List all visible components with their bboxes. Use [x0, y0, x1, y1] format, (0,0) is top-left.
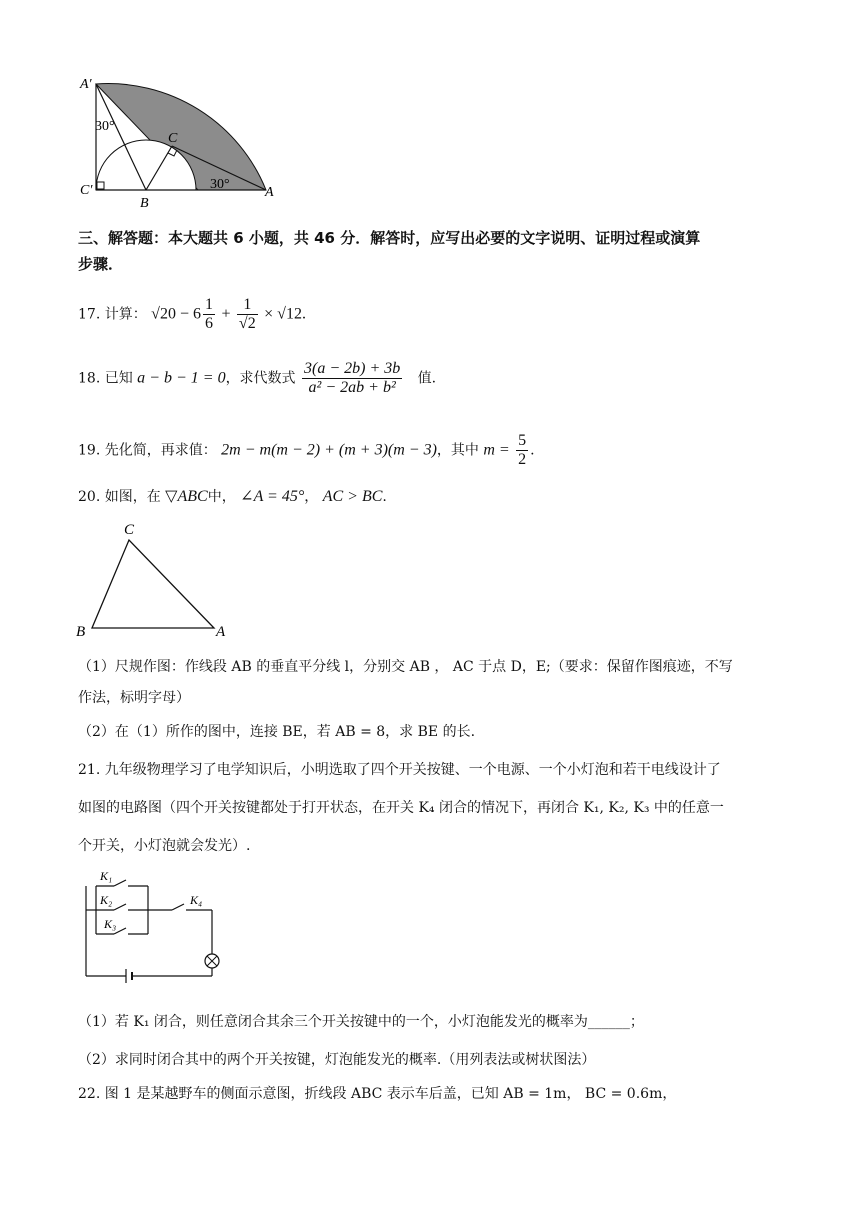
q21-part1: （1）若 K₁ 闭合，则任意闭合其余三个开关按键中的一个，小灯泡能发光的概率为______；: [78, 1014, 644, 1030]
q18-fraction: $\frac{3(a - 2b) + 3b}{\text{a² − 2ab + b²}}$: [304, 360, 401, 396]
switch-K4: [172, 904, 184, 910]
figure-sector: [78, 70, 278, 210]
label-K3: K₃: [104, 917, 117, 931]
q18-suffix: 值.: [417, 370, 437, 387]
tri-label-A: A: [216, 624, 226, 640]
q21-line1: [78, 760, 721, 780]
q19-fraction: $\frac{5}{2}$: [518, 432, 527, 468]
q20-part2: （2）在（1）所作的图中，连接 BE，若 AB = 8，求 BE 的长.: [78, 724, 476, 740]
q20-number: 20.: [78, 489, 101, 505]
q20-prefix: 如图，在: [104, 489, 161, 505]
label-K2: K₂: [100, 893, 113, 907]
q19-var: m =: [483, 441, 510, 459]
section-heading-line1: 三、解答题：本大题共 6 小题，共 46 分．解答时，应写出必要的文字说明、证明过程或演算: [78, 229, 701, 247]
tri-label-B: B: [76, 624, 86, 640]
figure-sector-svg: [78, 70, 278, 210]
label-C: C: [168, 131, 178, 146]
q17-expr-b: × √12.: [264, 305, 306, 323]
q19-prefix: 先化简，再求值：: [104, 442, 217, 459]
switch-K1: [114, 880, 126, 886]
q21-line3: 个开关，小灯泡就会发光）.: [78, 838, 251, 854]
q22-number: 22.: [78, 1086, 101, 1102]
q19-expr: 2m − m(m − 2) + (m + 3)(m − 3): [221, 441, 437, 459]
q17-expr-a: √20 − 6: [151, 305, 201, 323]
q21-line2: 如图的电路图（四个开关按键都处于打开状态，在开关 K₄ 闭合的情况下，再闭合 K₁, K₂, K₃ 中的任意一: [78, 800, 724, 816]
figure-triangle: [72, 518, 242, 643]
q20-mid: 中，: [207, 489, 236, 505]
question-19: [78, 432, 535, 469]
q21-text1: 九年级物理学习了电学知识后，小明选取了四个开关按键、一个电源、一个小灯泡和若干电线设计了: [104, 762, 721, 778]
q18-number: 18.: [78, 370, 101, 387]
q19-mid: ，其中: [436, 442, 479, 459]
section-heading-line2: 步骤．: [78, 255, 124, 273]
label-A: A: [265, 185, 274, 200]
q20-sep: ，: [304, 489, 319, 505]
circuit-svg: [80, 868, 230, 988]
label-A': A′: [80, 77, 92, 92]
label-K4: K₄: [190, 893, 203, 907]
label-30-top: 30°: [95, 119, 115, 134]
triangle-svg: [72, 518, 242, 643]
triangle-ABC: [92, 540, 214, 628]
q19-number: 19.: [78, 442, 101, 459]
tri-label-C: C: [124, 522, 135, 538]
q20-tri: ▽ABC: [165, 488, 208, 505]
label-K1: K₁: [100, 869, 113, 883]
q18-cond: a − b − 1 = 0: [137, 369, 226, 387]
q18-prefix: 已知: [104, 370, 133, 387]
label-B: B: [140, 196, 149, 210]
q17-prefix: 计算：: [104, 306, 147, 323]
figure-circuit: [80, 868, 230, 988]
q22-line1: 图 1 是某越野车的侧面示意图，折线段 ABC 表示车后盖，已知 AB = 1m， BC = 0.6m，: [104, 1086, 677, 1102]
q17-frac2: $\frac{1}{√2}$: [238, 296, 256, 332]
question-18: [78, 360, 436, 397]
label-30-bottom: 30°: [210, 177, 230, 192]
q21-part2: （2）求同时闭合其中的两个开关按键，灯泡能发光的概率.（用列表法或树状图法）: [78, 1052, 596, 1068]
q20-angle: ∠A = 45°: [240, 488, 305, 505]
q20-part1-line2: 作法，标明字母）: [78, 690, 190, 706]
q20-part1-line1: （1）尺规作图：作线段 AB 的垂直平分线 l，分别交 AB ， AC 于点 D，E;（要求：保留作图痕迹，不写: [78, 659, 733, 675]
q18-mid: ，求代数式: [225, 370, 296, 387]
question-17: [78, 296, 306, 333]
q19-end: .: [530, 442, 535, 459]
q21-number: 21.: [78, 762, 101, 778]
question-20: [78, 487, 387, 507]
label-C': C′: [80, 183, 93, 198]
q17-number: 17.: [78, 306, 101, 323]
q20-end: .: [382, 489, 387, 505]
q20-cmp: AC > BC: [322, 488, 383, 505]
question-22: [78, 1084, 676, 1104]
q17-plus: +: [221, 305, 231, 323]
switch-K2: [114, 904, 126, 910]
q17-frac1: $\frac{1}{6}$: [204, 296, 213, 332]
